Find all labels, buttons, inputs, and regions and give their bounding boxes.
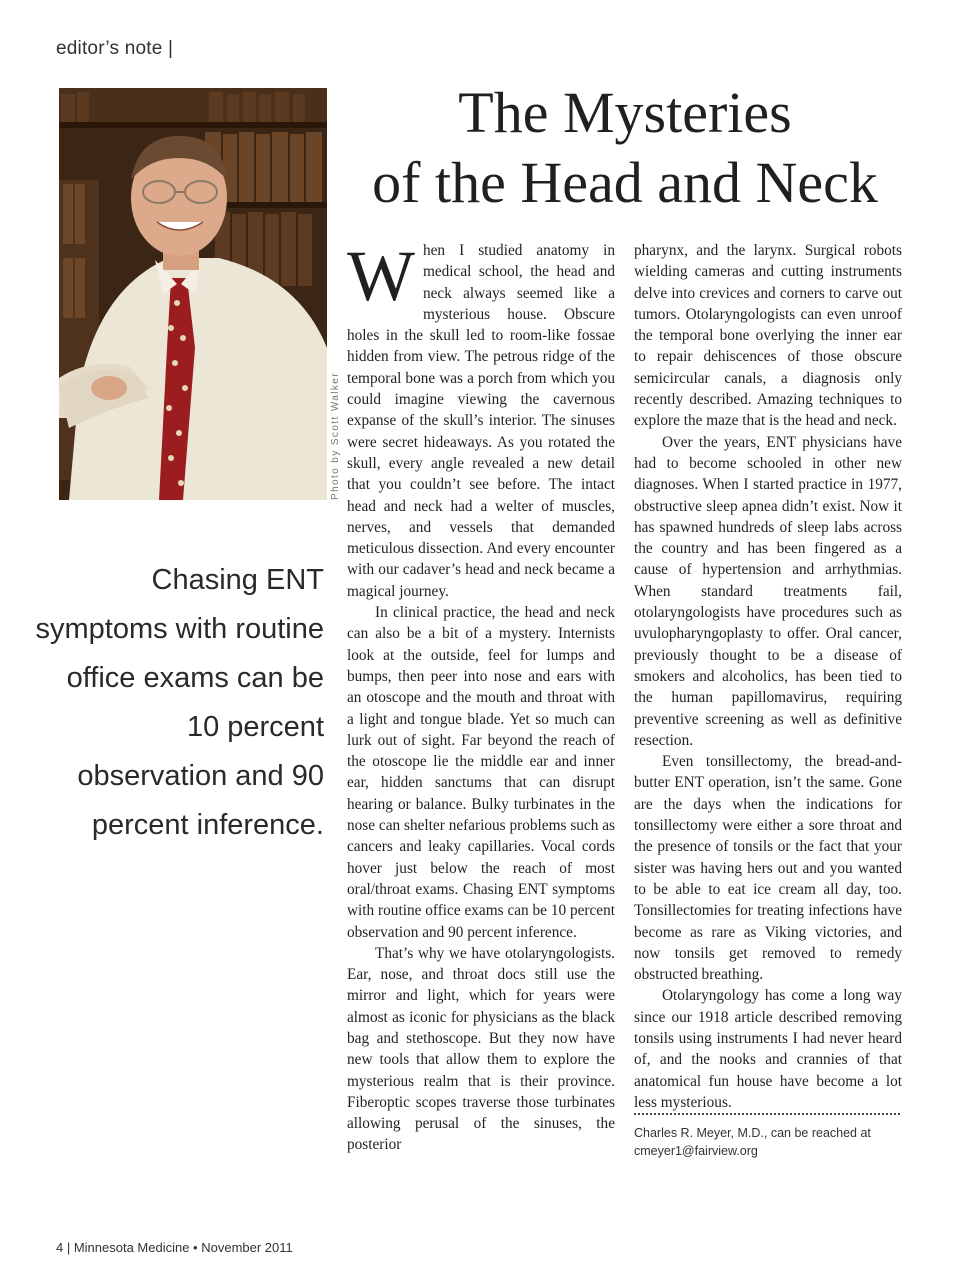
article-column-1 bbox=[347, 236, 615, 1156]
article-column-2 bbox=[634, 240, 902, 1113]
author-contact bbox=[634, 1124, 904, 1160]
paragraph-4: Over the years, ENT physicians have had to become schooled in other new diagnoses. When I started practice in 1977, obstructive sleep apnea didn’t exist. Now it has spawned hundreds of sleep labs across the country and has been fingered as a cause of hypertension and arrhythmias. When standard treatments fail, otolaryngologists have procedures such as uvulopharyngoplasty to offer. Oral cancer, previously thought to be a disease of smokers and alcoholics, has been tied to the human papillomavirus, requiring preventive screening as well as definitive resection. bbox=[634, 433, 902, 749]
paragraph-3-continued: pharynx, and the larynx. Surgical robots wielding cameras and cutting instruments delve into crevices and corners to carve out tumors. Otolaryngologists can even unroof the temporal bone overlying the inner ear to repair dehiscences of those obscure semicircular canals, a diagnosis only recently described. Amazing techniques to explore the maze that is the head and neck. bbox=[634, 242, 902, 430]
pull-quote: Chasing ENT symptoms with routine office exams can be 10 percent observation and 90 percent inference. bbox=[35, 564, 324, 841]
drop-cap: W bbox=[347, 236, 415, 316]
paragraph-5: Even tonsillectomy, the bread-and-butter ENT operation, isn’t the same. Gone are the days when the indications for tonsillectomy were either a sore throat and the presence of tonsils or the fact that your sister was having hers out and you wanted to be able to eat ice cream all day, too. Tonsillectomies for treating infections have become as rare as Viking victories, and now tonsils get removed to remedy obstructed breathing. bbox=[634, 753, 902, 984]
dotted-divider bbox=[634, 1113, 900, 1115]
section-label: editor’s note | bbox=[56, 38, 174, 59]
contact-email: cmeyer1@fairview.org bbox=[634, 1144, 758, 1158]
contact-line-1: Charles R. Meyer, M.D., can be reached at bbox=[634, 1126, 871, 1140]
author-portrait-illustration bbox=[59, 88, 327, 500]
title-line-2: of the Head and Neck bbox=[372, 150, 878, 215]
paragraph-6: Otolaryngology has come a long way since our 1918 article described removing tonsils using instruments I had never heard of, and the nooks and crannies of that anatomical fun house have become a lot less mysterious. bbox=[634, 987, 902, 1111]
paragraph-1 bbox=[347, 236, 615, 602]
title-line-1: The Mysteries bbox=[458, 80, 792, 145]
paragraph-1-text: hen I studied anatomy in medical school, the head and neck always seemed like a mysterious house. Obscure holes in the skull led to room-like fossae hidden from view. The petrous ridge of the temporal bone was a porch from which you could imagine viewing the cavernous expanse of the skull’s interior. The sinuses were secret hideaways. As you rotated the skull, every angle revealed a new detail that you couldn’t see before. The intact head and neck had a welter of muscles, nerves, and vessels that demanded meticulous dissection. And every encounter with our cadaver’s head and neck became a magical journey. bbox=[347, 242, 615, 600]
paragraph-3: That’s why we have otolaryngologists. Ear, nose, and throat docs still use the mirror and light, which for years were almost as iconic for physicians as the black bag and stethoscope. But they now have new tools that allow them to explore the mysterious realm that is their province. Fiberoptic scopes traverse those turbinates allowing perusal of the sinuses, the posterior bbox=[347, 944, 615, 1154]
article-title bbox=[345, 78, 905, 218]
photo-credit: Photo by Scott Walker bbox=[330, 372, 341, 500]
author-photo bbox=[59, 88, 327, 500]
paragraph-2: In clinical practice, the head and neck can also be a bit of a mystery. Internists look at the outside, feel for lumps and bumps, then peer into nose and ears with an otoscope and the mouth and throat with a light and tongue blade. Yet so much can lurk out of sight. Far beyond the reach of the otoscope lie the middle ear and inner ear, hidden sanctums that can disrupt hearing or balance. Bulky turbinates in the nose can shelter nefarious problems such as cancers and leaky capillaries. Vocal cords hover just below the reach of most oral/throat exams. Chasing ENT symptoms with routine office exams can be 10 percent observation and 90 percent inference. bbox=[347, 604, 615, 941]
page-footer: 4 | Minnesota Medicine • November 2011 bbox=[56, 1240, 293, 1255]
